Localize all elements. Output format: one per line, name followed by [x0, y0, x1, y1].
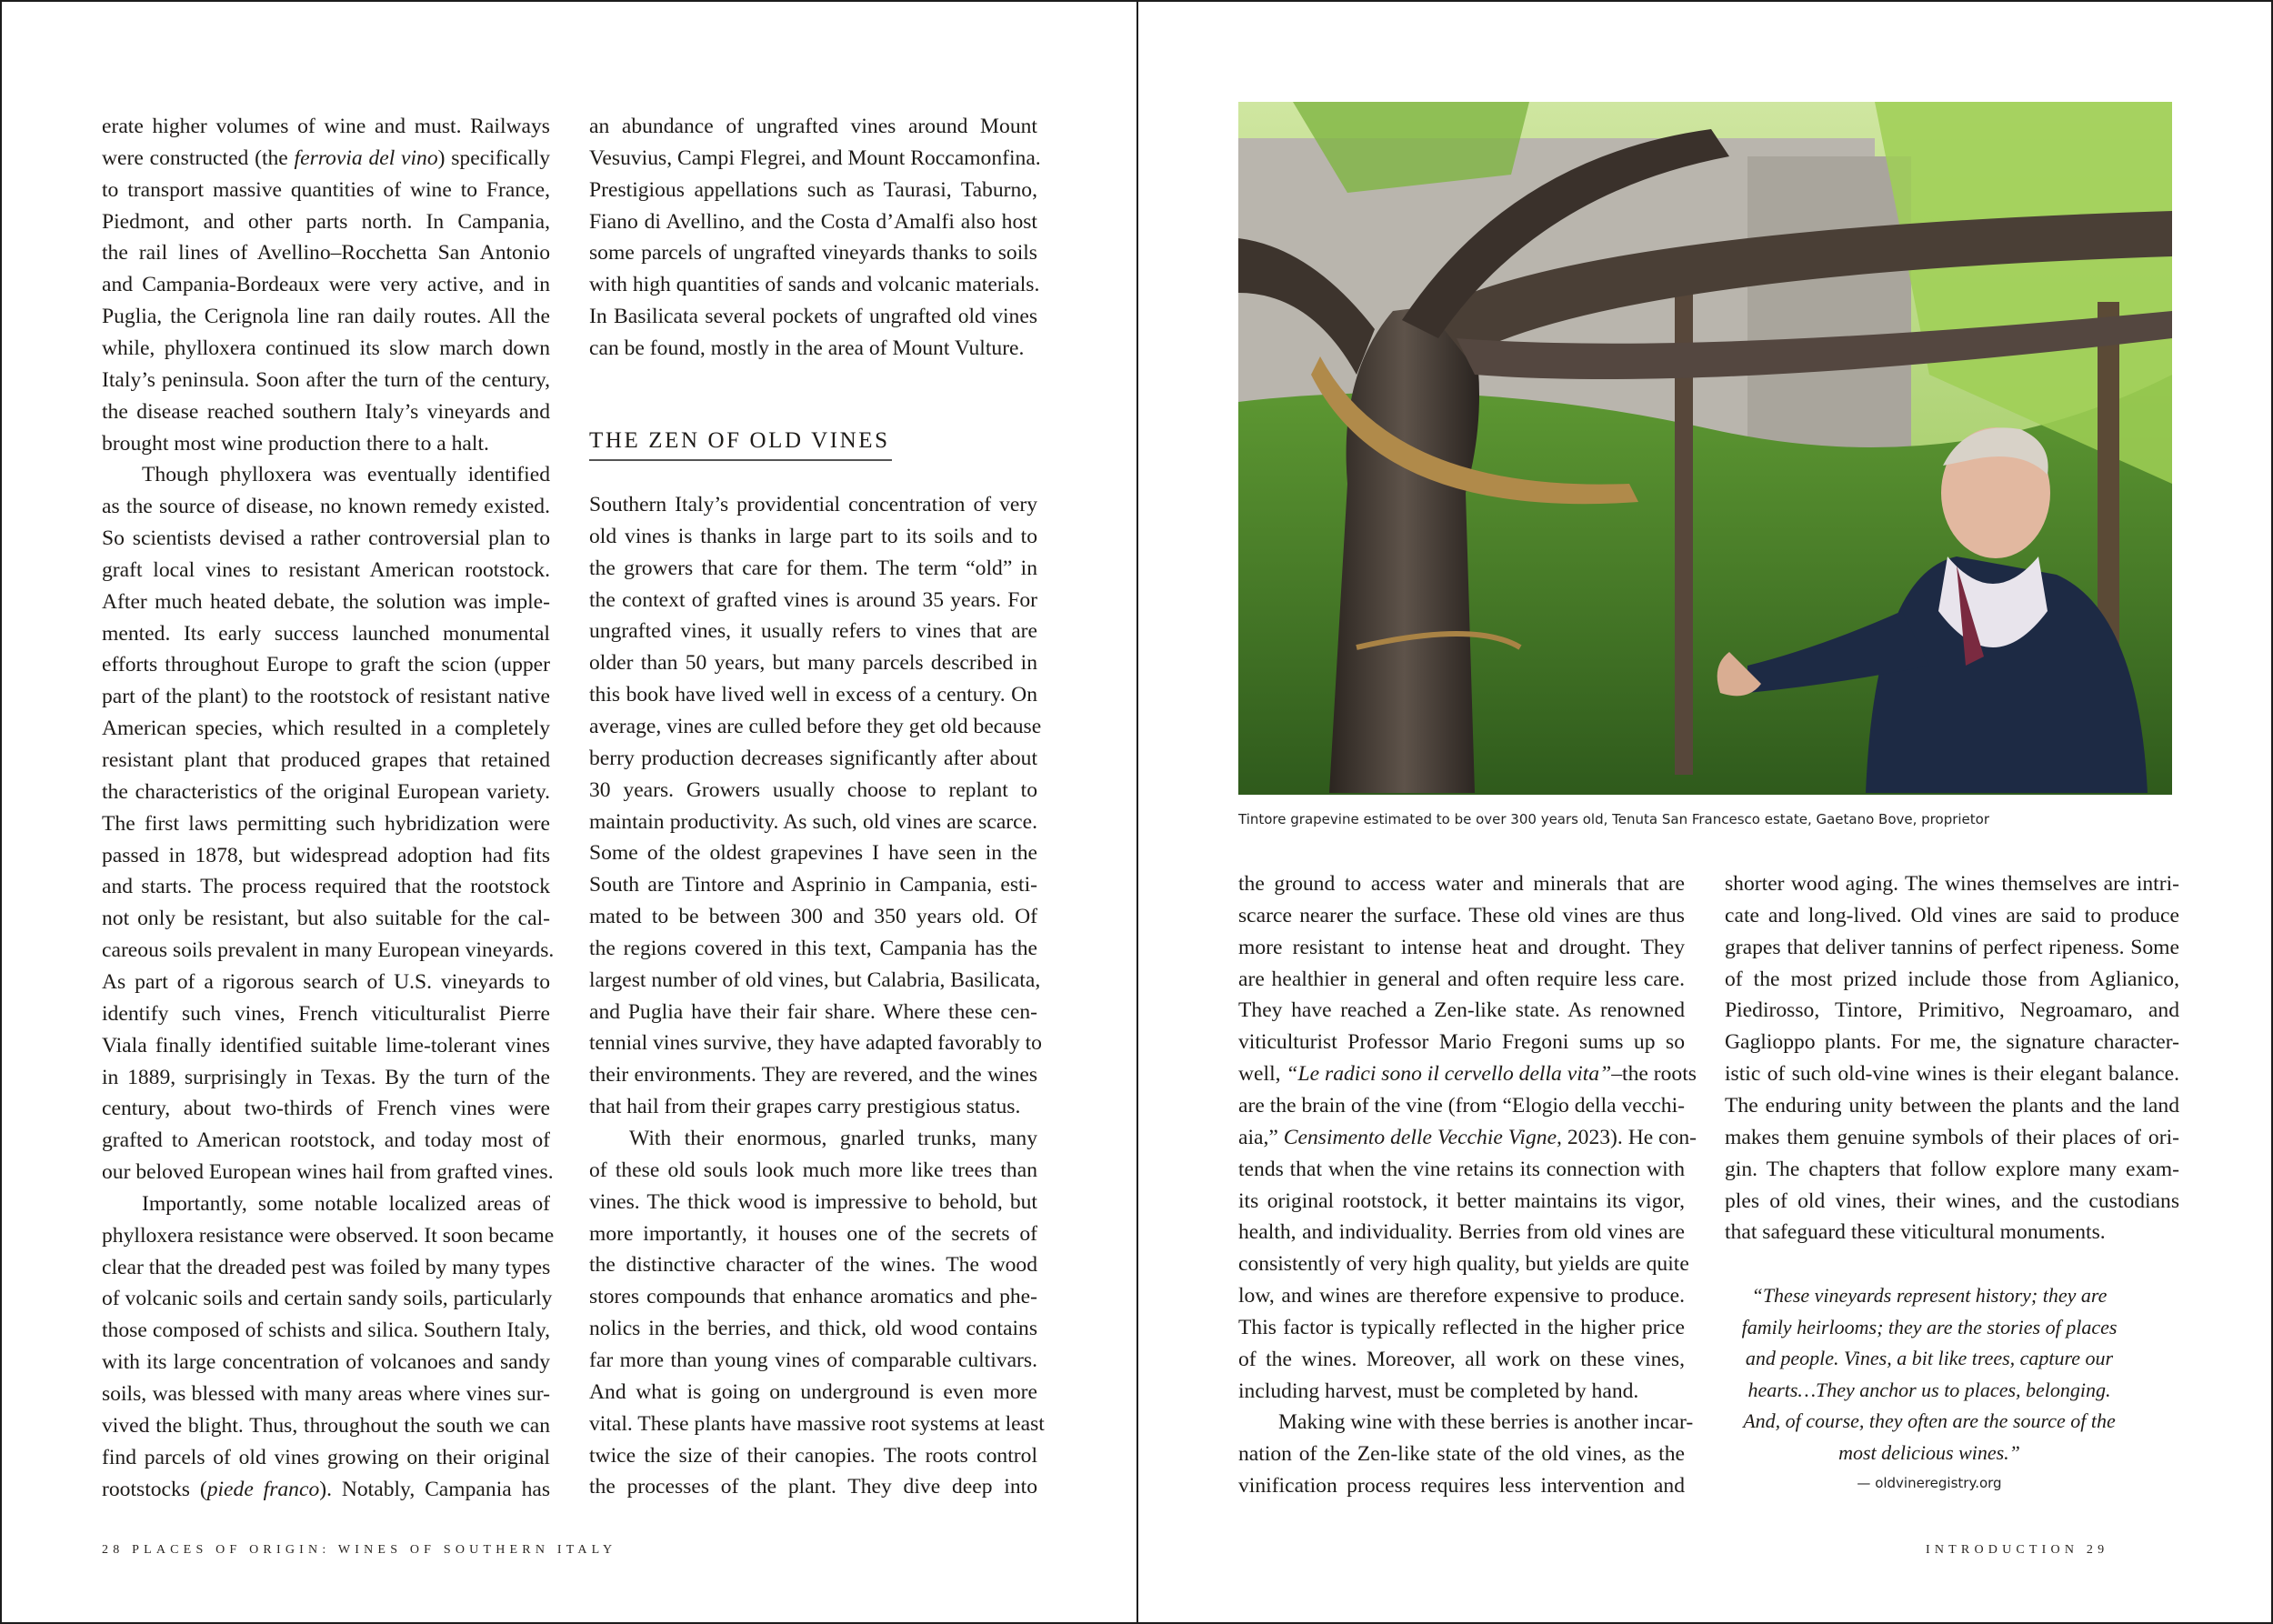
text-line: the disease reached southern Italy’s vineyards and: [102, 399, 550, 424]
text-line: consistently of very high quality, but yields are quite: [1238, 1252, 1689, 1277]
text-line: as the source of disease, no known remedy existed.: [102, 495, 550, 519]
text-line: nation of the Zen-like state of the old vines, as the: [1238, 1442, 1685, 1467]
text-line: to transport massive quantities of wine to France,: [102, 177, 550, 202]
text-line: After much heated debate, the solution was imple-: [102, 589, 550, 614]
text-line: twice the size of their canopies. The roots control: [589, 1443, 1037, 1468]
section-heading: THE ZEN OF OLD VINES: [589, 428, 890, 453]
quote-line: most delicious wines.”: [1838, 1440, 2020, 1464]
text-line: of the wines. Moreover, all work on these vines,: [1238, 1347, 1685, 1371]
text-line: efforts throughout Europe to graft the scion (upper: [102, 653, 550, 677]
text-line: ungrafted vines, it usually refers to vines that are: [589, 619, 1037, 644]
text-line: Prestigious appellations such as Taurasi, Taburno,: [589, 177, 1037, 202]
text-line: Some of the oldest grapevines I have seen in the: [589, 841, 1037, 866]
text-line: phylloxera resistance were observed. It soon became: [102, 1223, 555, 1248]
quote-line: And, of course, they often are the source of the: [1743, 1409, 2116, 1432]
text-line: some parcels of ungrafted vineyards thanks to soils: [589, 241, 1037, 266]
text-line: Piedmont, and other parts north. In Campania,: [102, 209, 550, 234]
text-line: the rail lines of Avellino–Rocchetta San Antonio: [102, 241, 550, 266]
text-line: are the brain of the vine (from “Elogio della vecchi-: [1238, 1093, 1685, 1118]
section-heading-rule: [589, 459, 892, 461]
text-line: vived the blight. Thus, throughout the south we can: [102, 1413, 550, 1438]
text-line: graft local vines to resistant American rootstock.: [102, 557, 550, 582]
text-line: with its large concentration of volcanoes and sandy: [102, 1350, 550, 1375]
text-line: As part of a rigorous search of U.S. vineyards to: [102, 969, 550, 994]
text-line: were constructed (the ferrovia del vino) specifically: [102, 145, 550, 170]
text-line: American species, which resulted in a completely: [102, 717, 550, 741]
text-line: careous soils prevalent in many European vineyards.: [102, 938, 555, 963]
text-line: and starts. The process required that the rootstock: [102, 875, 550, 899]
text-line: the growers that care for them. The term “old” in: [589, 556, 1037, 580]
text-line: With their enormous, gnarled trunks, many: [629, 1127, 1037, 1150]
text-line: scarce nearer the surface. These old vines are thus: [1238, 903, 1685, 927]
text-line: soils, was blessed with many areas where vines sur-: [102, 1382, 550, 1406]
text-line: Italy’s peninsula. Soon after the turn of the century,: [102, 367, 550, 392]
text-line: the distinctive character of the wines. The wood: [589, 1253, 1037, 1278]
text-line: that hail from their grapes carry prestigious status.: [589, 1095, 1021, 1119]
text-line: The first laws permitting such hybridization were: [102, 811, 550, 836]
text-line: well, “Le radici sono il cervello della vita”–the roots: [1238, 1062, 1697, 1087]
text-line: They have reached a Zen-like state. As renowned: [1238, 998, 1685, 1023]
text-line: rootstocks (piede franco). Notably, Campania has: [102, 1477, 551, 1501]
text-line: more importantly, it houses one of the secrets of: [589, 1221, 1037, 1246]
text-line: grapes that deliver tannins of perfect ripeness. Some: [1725, 935, 2179, 959]
quote-line: hearts…They anchor us to places, belonging.: [1747, 1378, 2111, 1401]
text-line: Importantly, some notable localized areas of: [142, 1191, 550, 1216]
text-line: The enduring unity between the plants and the land: [1725, 1093, 2179, 1118]
text-line: an abundance of ungrafted vines around Mount: [589, 115, 1037, 138]
text-line: Piedirosso, Tintore, Primitivo, Negroamaro, and: [1725, 998, 2179, 1023]
text-line: identify such vines, French viticulturalist Pierre: [102, 1001, 550, 1026]
text-line: are healthier in general and often require less care.: [1238, 967, 1685, 991]
text-line: Making wine with these berries is another incar-: [1278, 1410, 1694, 1435]
quote-line: “These vineyards represent history; they are: [1751, 1284, 2108, 1307]
text-line: the context of grafted vines is around 35 years. For: [589, 587, 1037, 612]
text-line: 30 years. Growers usually choose to replant to: [589, 777, 1037, 802]
text-line: low, and wines are therefore expensive to produce.: [1238, 1284, 1685, 1308]
text-line: berry production decreases significantly after about: [589, 746, 1037, 770]
text-line: health, and individuality. Berries from old vines are: [1238, 1220, 1685, 1245]
text-line: its original rootstock, it better maintains its vigor,: [1238, 1188, 1685, 1213]
text-line: vines. The thick wood is impressive to behold, but: [589, 1189, 1037, 1214]
text-line: vinification process requires less intervention and: [1238, 1474, 1685, 1499]
text-line: find parcels of old vines growing on their original: [102, 1445, 550, 1469]
text-line: Puglia, the Cerignola line ran daily routes. All the: [102, 305, 550, 329]
text-line: part of the plant) to the rootstock of resistant native: [102, 685, 550, 709]
text-line: and Puglia have their fair share. Where these cen-: [589, 999, 1037, 1024]
text-line: old vines is thanks in large part to its soils and to: [589, 524, 1037, 548]
text-line: mated to be between 300 and 350 years old. Of: [589, 905, 1037, 929]
text-line: This factor is typically reflected in the higher price: [1238, 1315, 1685, 1339]
quote-source: — oldvineregistry.org: [1857, 1475, 2002, 1491]
text-line: passed in 1878, but widespread adoption had fits: [102, 843, 550, 867]
text-line: Fiano di Avellino, and the Costa d’Amalfi also host: [589, 209, 1037, 234]
text-line: Southern Italy’s providential concentration of very: [589, 493, 1037, 516]
text-line: of volcanic soils and certain sandy soils, particularly: [102, 1287, 553, 1311]
text-line: mented. Its early success launched monumental: [102, 621, 550, 646]
right-footer: INTRODUCTION 29: [1926, 1543, 2109, 1557]
text-line: Though phylloxera was eventually identified: [142, 463, 550, 487]
text-line: maintain productivity. As such, old vines are scarce.: [589, 809, 1037, 834]
text-line: istic of such old-vine wines is their elegant balance.: [1725, 1062, 2179, 1087]
text-line: the characteristics of the original European variety.: [102, 779, 550, 804]
text-line: ples of old vines, their wines, and the custodians: [1725, 1188, 2179, 1213]
text-line: the ground to access water and minerals that are: [1238, 872, 1685, 896]
text-line: viticulturist Professor Mario Fregoni sums up so: [1238, 1030, 1685, 1055]
left-footer: 28 PLACES OF ORIGIN: WINES OF SOUTHERN ITALY: [102, 1543, 617, 1557]
text-line: clear that the dreaded pest was foiled by many types: [102, 1255, 551, 1279]
gutter-line: [1136, 0, 1138, 1624]
quote-line: family heirlooms; they are the stories of places: [1741, 1315, 2118, 1338]
text-line: brought most wine production there to a halt.: [102, 431, 489, 456]
text-line: erate higher volumes of wine and must. Railways: [102, 115, 550, 138]
text-line: cate and long-lived. Old vines are said to produce: [1725, 903, 2179, 927]
text-line: tennial vines survive, they have adapted favorably to: [589, 1031, 1042, 1056]
text-line: aia,” Censimento delle Vecchie Vigne, 2023). He con-: [1238, 1125, 1697, 1149]
text-line: the regions covered in this text, Campania has the: [589, 936, 1037, 960]
photo-caption: Tintore grapevine estimated to be over 300 years old, Tenuta San Francesco estate, Gaetano Bove, proprietor: [1238, 811, 1990, 827]
text-line: their environments. They are revered, and the wines: [589, 1063, 1037, 1088]
text-line: tends that when the vine retains its connection with: [1238, 1157, 1685, 1181]
text-line: of the most prized include those from Aglianico,: [1725, 967, 2179, 991]
text-line: century, about two-thirds of French vines were: [102, 1097, 550, 1121]
text-line: in 1889, surprisingly in Texas. By the turn of the: [102, 1065, 550, 1089]
text-line: largest number of old vines, but Calabria, Basilicata,: [589, 967, 1041, 992]
text-line: grafted to American rootstock, and today most of: [102, 1128, 550, 1153]
quote-line: and people. Vines, a bit like trees, capture our: [1745, 1347, 2114, 1369]
text-line: more resistant to intense heat and drought. They: [1238, 935, 1685, 959]
text-line: far more than young vines of comparable cultivars.: [589, 1348, 1037, 1372]
text-line: Viala finally identified suitable lime-tolerant vines: [102, 1033, 550, 1058]
text-line: the processes of the plant. They dive deep into: [589, 1475, 1037, 1499]
text-line: including harvest, must be completed by hand.: [1238, 1378, 1639, 1403]
text-line: older than 50 years, but many parcels described in: [589, 651, 1037, 676]
text-line: our beloved European wines hail from grafted vines.: [102, 1160, 554, 1185]
text-line: gin. The chapters that follow explore many exam-: [1725, 1157, 2179, 1181]
text-line: makes them genuine symbols of their places of ori-: [1725, 1125, 2179, 1149]
text-line: with high quantities of sands and volcanic materials.: [589, 273, 1040, 297]
text-line: resistant plant that produced grapes that retained: [102, 748, 550, 772]
text-line: this book have lived well in excess of a century. On: [589, 683, 1037, 707]
text-line: vital. These plants have massive root systems at least: [589, 1411, 1045, 1436]
vineyard-photo: [1238, 102, 2172, 795]
text-line: average, vines are culled before they get old because: [589, 714, 1042, 738]
text-line: In Basilicata several pockets of ungrafted old vines: [589, 305, 1037, 329]
text-line: can be found, mostly in the area of Mount Vulture.: [589, 336, 1025, 360]
text-line: while, phylloxera continued its slow march down: [102, 336, 550, 360]
text-line: that safeguard these viticultural monuments.: [1725, 1220, 2106, 1245]
text-line: those composed of schists and silica. Southern Italy,: [102, 1318, 550, 1343]
text-line: And what is going on underground is even more: [589, 1379, 1037, 1404]
text-line: not only be resistant, but also suitable for the cal-: [102, 907, 550, 931]
text-line: stores compounds that enhance aromatics and phe-: [589, 1285, 1037, 1309]
text-line: So scientists devised a rather controversial plan to: [102, 526, 550, 551]
text-line: Gaglioppo plants. For me, the signature character-: [1725, 1030, 2179, 1055]
text-line: Vesuvius, Campi Flegrei, and Mount Roccamonfina.: [589, 145, 1041, 170]
text-line: nolics in the berries, and thick, old wood contains: [589, 1317, 1037, 1341]
text-line: South are Tintore and Asprinio in Campania, esti-: [589, 873, 1037, 897]
text-line: of these old souls look much more like trees than: [589, 1158, 1037, 1182]
text-line: and Campania-Bordeaux were very active, and in: [102, 273, 550, 297]
text-line: shorter wood aging. The wines themselves are intri-: [1725, 872, 2179, 896]
